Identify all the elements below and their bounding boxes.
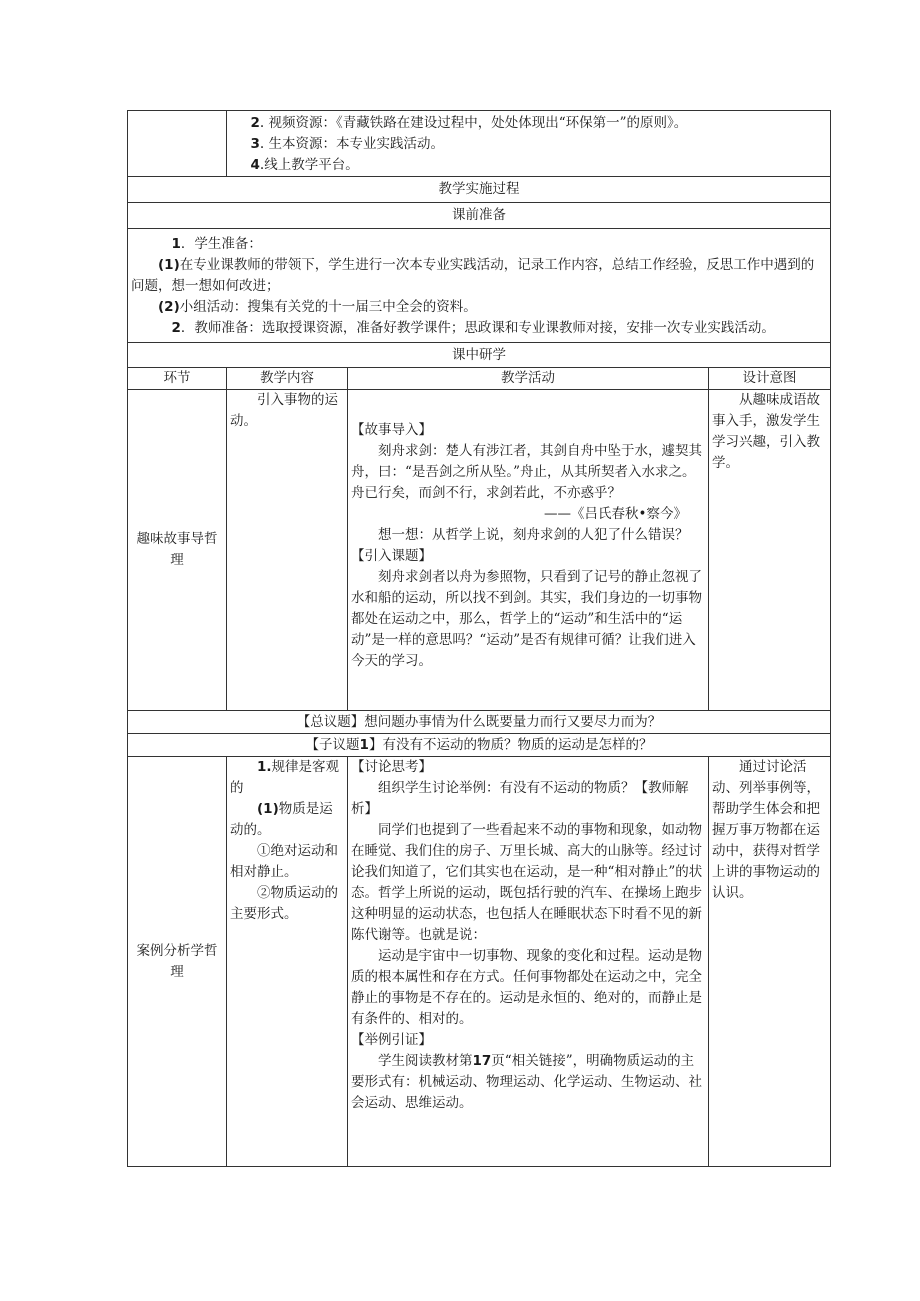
intro-tag: 【引入课题】 (351, 548, 432, 564)
discuss-tag: 【讨论思考】 (351, 759, 432, 775)
sub-topic: 【子议题1】有没有不运动的物质？物质的运动是怎样的？ (128, 734, 831, 757)
section-header-prep: 课前准备 (128, 203, 831, 229)
section-header-inclass: 课中研学 (128, 343, 831, 368)
intent-cell: 从趣味成语故事入手，激发学生学习兴趣，引入教学。 (709, 390, 831, 711)
content-cell: 引入事物的运动。 (227, 390, 348, 711)
activity-cell: 【故事导入】 刻舟求剑：楚人有涉江者，其剑自舟中坠于水，遽契其舟，曰：“是吾剑之所从坠。”舟止，从其所契者入水求之。舟已行矣，而剑不行，求剑若此，不亦惑乎？ ——《吕氏春秋•察今》 想一想：从哲学上说，刻舟求剑的人犯了什么错误？ 【引入课题】 刻舟求剑者以舟为参照物，只看到了记号的静止忽视了水和船的运动，所以找不到剑。其实，我们身边的一切事物都处在运动之中，那么，哲学上的“运动”和生活中的“运动”是一样的意思吗？“运动”是否有规律可循？让我们进入今天的学习。 (348, 390, 709, 711)
resources-cell: 2. 视频资源：《青藏铁路在建设过程中，处处体现出“环保第一”的原则》。 3. 生本资源：本专业实践活动。 4.线上教学平台。 (227, 111, 831, 177)
example-tag: 【举例引证】 (351, 1032, 432, 1048)
analysis-tag: 【教师解析】 (351, 780, 689, 817)
col-header-content: 教学内容 (227, 368, 348, 390)
column-header-row (128, 368, 831, 390)
prep-row (128, 229, 831, 343)
intent-cell: 通过讨论活动、列举事例等，帮助学生体会和把握万事万物都在运动中，获得对哲学上讲的事物运动的认识。 (709, 757, 831, 1167)
table-row (128, 757, 831, 1167)
table-row (128, 390, 831, 711)
content-cell: 1.规律是客观的 (1)物质是运动的。 ①绝对运动和相对静止。 ②物质运动的主要形式。 (227, 757, 348, 1167)
prep-cell: 1．学生准备： (1)在专业课教师的带领下，学生进行一次本专业实践活动，记录工作内容，总结工作经验，反思工作中遇到的问题，想一想如何改进； (2)小组活动：搜集有关党的十一届三中全会的资料。 2．教师准备：选取授课资源，准备好教学课件；思政课和专业课教师对接，安排一次专业实践活动。 (128, 229, 831, 343)
col-header-stage: 环节 (128, 368, 227, 390)
stage-cell: 趣味故事导哲理 (128, 390, 227, 711)
story-tag: 【故事导入】 (351, 422, 432, 438)
section-header-process: 教学实施过程 (128, 177, 831, 203)
main-topic: 【总议题】想问题办事情为什么既要量力而行又要尽力而为？ (128, 711, 831, 734)
resources-row (128, 111, 831, 177)
lesson-plan-table (127, 110, 831, 1167)
stage-cell: 案例分析学哲理 (128, 757, 227, 1167)
activity-cell: 【讨论思考】 组织学生讨论举例：有没有不运动的物质？【教师解析】 同学们也提到了一些看起来不动的事物和现象，如动物在睡觉、我们住的房子、万里长城、高大的山脉等。经过讨论我们知道了，它们其实也在运动，是一种“相对静止”的状态。哲学上所说的运动，既包括行驶的汽车、在操场上跑步这种明显的运动状态，也包括人在睡眠状态下时看不见的新陈代谢等。也就是说： 运动是宇宙中一切事物、现象的变化和过程。运动是物质的根本属性和存在方式。任何事物都处在运动之中，完全静止的事物是不存在的。运动是永恒的、绝对的，而静止是有条件的、相对的。 【举例引证】 学生阅读教材第17页“相关链接”，明确物质运动的主要形式有：机械运动、物理运动、化学运动、生物运动、社会运动、思维运动。 (348, 757, 709, 1167)
col-header-activity: 教学活动 (348, 368, 709, 390)
col-header-intent: 设计意图 (709, 368, 831, 390)
story-source: ——《吕氏春秋•察今》 (544, 506, 687, 522)
